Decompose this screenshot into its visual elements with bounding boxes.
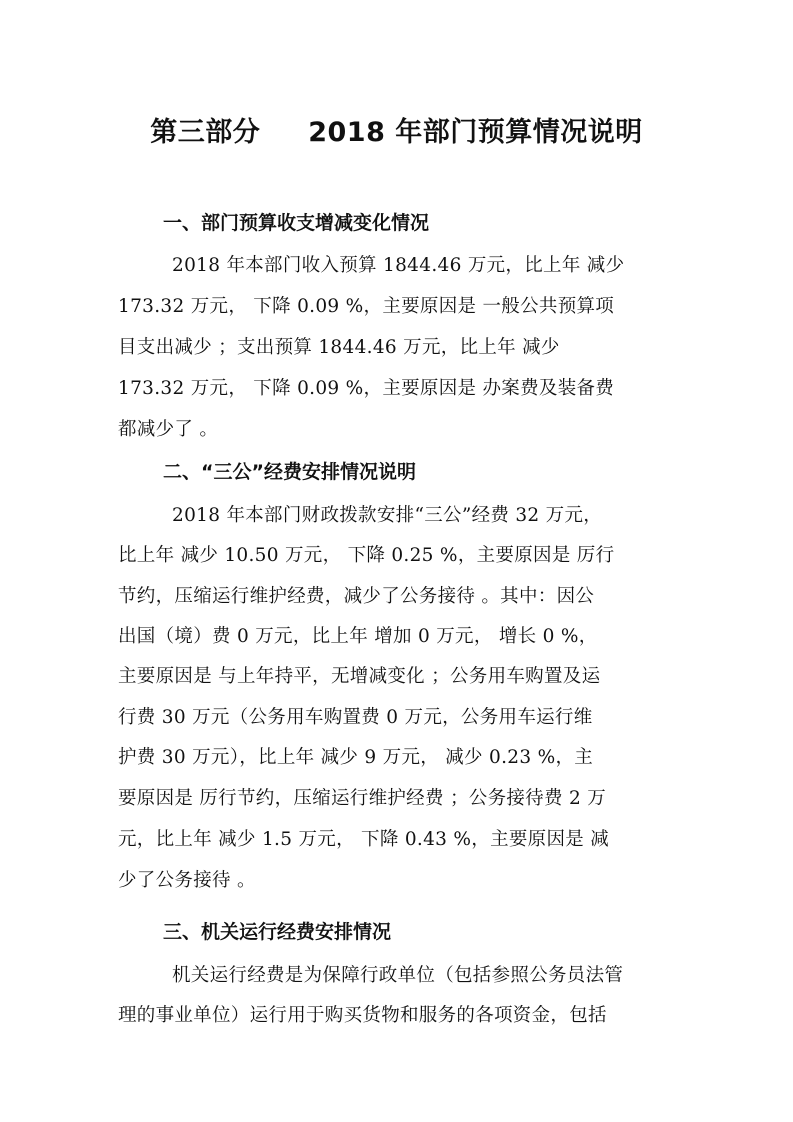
paragraph-line: 出国（境）费 0 万元，比上年 增加 0 万元， 增长 0 %， bbox=[118, 626, 598, 647]
section-heading-3: 三、机关运行经费安排情况 bbox=[163, 921, 392, 943]
title-part: 第三部分 bbox=[150, 117, 261, 148]
paragraph-line: 行费 30 万元（公务用车购置费 0 万元，公务用车运行维 bbox=[118, 707, 593, 728]
paragraph-line: 元，比上年 减少 1.5 万元， 下降 0.43 %，主要原因是 减 bbox=[118, 829, 610, 850]
paragraph-line: 理的事业单位）运行用于购买货物和服务的各项资金，包括 bbox=[118, 1005, 607, 1026]
paragraph-line: 2018 年本部门收入预算 1844.46 万元，比上年 减少 bbox=[172, 255, 625, 276]
section-heading-1: 一、部门预算收支增减变化情况 bbox=[163, 212, 430, 234]
title-main: 2018 年部门预算情况说明 bbox=[308, 117, 643, 148]
paragraph-line: 少了公务接待 。 bbox=[118, 870, 256, 891]
paragraph-line: 2018 年本部门财政拨款安排“三公”经费 32 万元， bbox=[172, 505, 603, 526]
paragraph-line: 都减少了 。 bbox=[118, 419, 219, 440]
paragraph-line: 目支出减少 ；支出预算 1844.46 万元，比上年 减少 bbox=[118, 337, 560, 358]
paragraph-line: 要原因是 厉行节约，压缩运行维护经费 ；公务接待费 2 万 bbox=[118, 788, 606, 809]
paragraph-line: 护费 30 万元），比上年 减少 9 万元， 减少 0.23 %，主 bbox=[118, 747, 594, 768]
paragraph-line: 主要原因是 与上年持平，无增减变化 ；公务用车购置及运 bbox=[118, 666, 601, 687]
paragraph-line: 比上年 减少 10.50 万元， 下降 0.25 %，主要原因是 厉行 bbox=[118, 545, 615, 566]
paragraph-line: 173.32 万元， 下降 0.09 %，主要原因是 一般公共预算项 bbox=[118, 296, 615, 317]
page-title bbox=[0, 110, 793, 149]
paragraph-line: 机关运行经费是为保障行政单位（包括参照公务员法管 bbox=[172, 965, 624, 986]
paragraph-line: 173.32 万元， 下降 0.09 %，主要原因是 办案费及装备费 bbox=[118, 378, 615, 399]
paragraph-line: 节约，压缩运行维护经费，减少了公务接待 。其中：因公 bbox=[118, 586, 595, 607]
section-heading-2: 二、“三公”经费安排情况说明 bbox=[163, 461, 416, 483]
